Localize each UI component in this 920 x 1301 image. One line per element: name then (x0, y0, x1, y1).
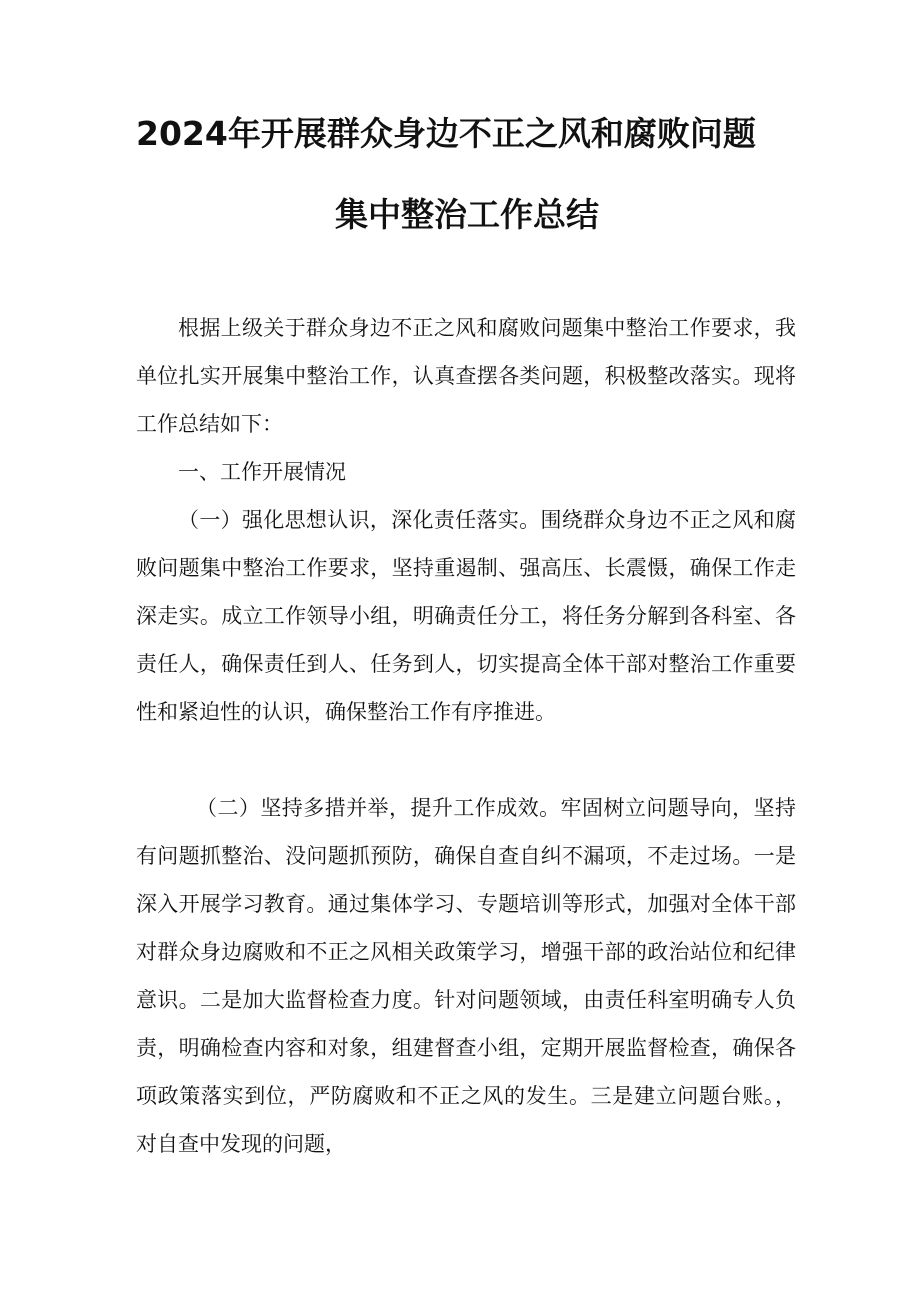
paragraph-multiple-measures: （二）坚持多措并举，提升工作成效。牢固树立问题导向，坚持有问题抓整治、没问题抓预防，确保自查自纠不漏项，不走过场。一是深入开展学习教育。通过集体学习、专题培训等形式，加强对全体干部对群众身边腐败和不正之风相关政策学习，增强干部的政治站位和纪律意识。二是加大监督检查力度。针对问题领域，由责任科室明确专人负责，明确检查内容和对象，组建督查小组，定期开展监督检查，确保各项政策落实到位，严防腐败和不正之风的发生。三是建立问题台账。，对自查中发现的问题， (136, 796, 796, 1156)
section-heading-work-overview: 一、工作开展情况 (178, 460, 346, 484)
paragraph-strengthen-awareness: （一）强化思想认识，深化责任落实。围绕群众身边不正之风和腐败问题集中整治工作要求，坚持重遏制、强高压、长震慑，确保工作走深走实。成立工作领导小组，明确责任分工，将任务分解到各科室、各责任人，确保责任到人、任务到人，切实提高全体干部对整治工作重要性和紧迫性的认识，确保整治工作有序推进。 (136, 508, 796, 724)
document-title-line-2: 集中整治工作总结 (335, 195, 599, 234)
intro-paragraph: 根据上级关于群众身边不正之风和腐败问题集中整治工作要求，我单位扎实开展集中整治工作，认真查摆各类问题，积极整改落实。现将工作总结如下： (136, 316, 796, 436)
document-title-line-1: 2024年开展群众身边不正之风和腐败问题 (136, 114, 756, 153)
